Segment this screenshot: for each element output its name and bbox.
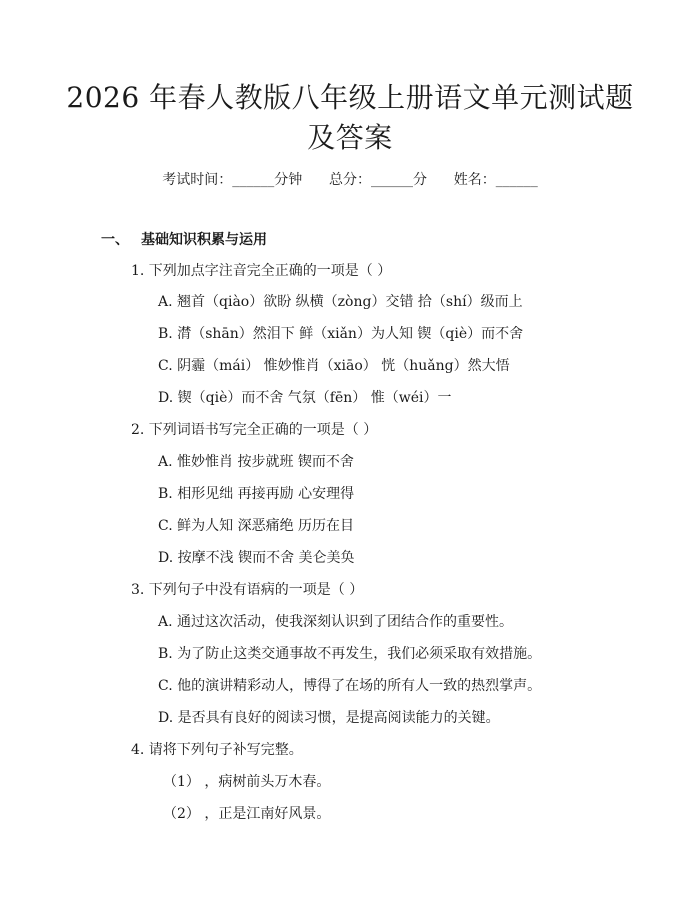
- title-line-2: 及答案: [307, 121, 393, 154]
- question-3-option-b: B. 为了防止这类交通事故不再发生，我们必须采取有效措施。: [158, 646, 542, 662]
- question-1-stem: 1. 下列加点字注音完全正确的一项是（ ）: [131, 263, 392, 279]
- question-2-option-c: C. 鲜为人知 深恶痛绝 历历在目: [158, 518, 355, 534]
- section-heading: [101, 229, 267, 249]
- question-1-option-d: D. 锲（qiè）而不舍 气氛（fēn） 惟（wéi）一: [158, 390, 452, 406]
- question-1-option-a: A. 翘首（qiào）欲盼 纵横（zòng）交错 拾（shí）级而上: [158, 294, 523, 310]
- question-1-option-b: B. 潸（shān）然泪下 鲜（xiǎn）为人知 锲（qiè）而不舍: [158, 326, 524, 342]
- question-4-stem: 4. 请将下列句子补写完整。: [131, 742, 303, 758]
- question-2-option-d: D. 按摩不浅 锲而不舍 美仑美奂: [158, 550, 355, 566]
- title-line-1: 2026 年春人教版八年级上册语文单元测试题: [66, 81, 634, 114]
- question-3-stem: 3. 下列句子中没有语病的一项是（ ）: [131, 582, 364, 598]
- section-label: 基础知识积累与运用: [141, 232, 267, 248]
- question-4-item-1: （1） ，病树前头万木春。: [163, 774, 331, 790]
- question-3-option-a: A. 通过这次活动，使我深刻认识到了团结合作的重要性。: [158, 614, 514, 630]
- question-4-item-2: （2） ，正是江南好风景。: [163, 806, 331, 822]
- section-number: 一、: [101, 232, 129, 248]
- question-1-option-c: C. 阴霾（mái） 惟妙惟肖（xiāo） 恍（huǎng）然大悟: [158, 358, 510, 374]
- question-2-option-a: A. 惟妙惟肖 按步就班 锲而不舍: [158, 454, 354, 470]
- question-2-stem: 2. 下列词语书写完全正确的一项是（ ）: [131, 422, 378, 438]
- question-3-option-c: C. 他的演讲精彩动人，博得了在场的所有人一致的热烈掌声。: [158, 678, 542, 694]
- question-2-option-b: B. 相形见绌 再接再励 心安理得: [158, 486, 355, 502]
- exam-meta-line: 考试时间：______分钟 总分：______分 姓名：______: [162, 172, 538, 188]
- question-3-option-d: D. 是否具有良好的阅读习惯，是提高阅读能力的关键。: [158, 710, 500, 726]
